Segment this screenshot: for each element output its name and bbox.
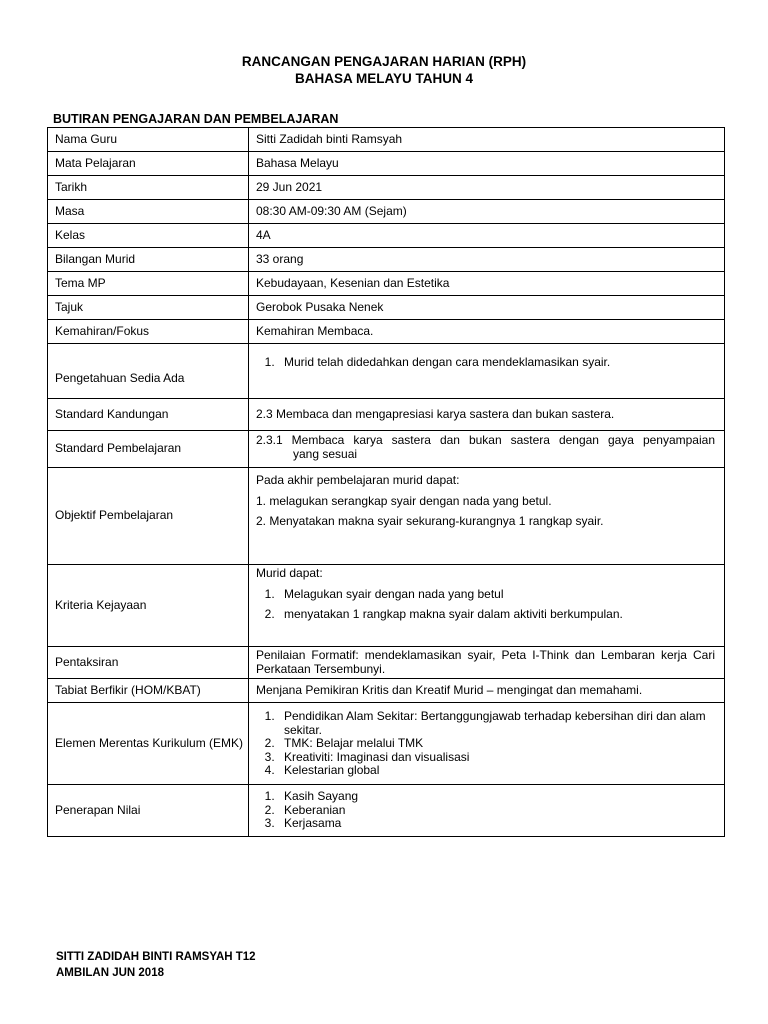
row-value: Gerobok Pusaka Nenek [249,296,725,320]
row-label: Standard Kandungan [48,399,249,431]
criteria-list [256,588,715,622]
table-row-objektif [48,468,725,565]
row-value: Kebudayaan, Kesenian dan Estetika [249,272,725,296]
row-label: Kelas [48,224,249,248]
table-row-kemahiran [48,320,725,344]
list-item: 3. Kreativiti: Imaginasi dan visualisasi [278,751,715,765]
footer-author: SITTI ZADIDAH BINTI RAMSYAH T12 [56,951,256,963]
criteria-intro: Murid dapat: [256,566,323,580]
row-label: Kemahiran/Fokus [48,320,249,344]
prior-knowledge-list [256,356,715,370]
row-label: Masa [48,200,249,224]
objective-item: 2. Menyatakan makna syair sekurang-kurangnya 1 rangkap syair. [256,514,604,528]
row-label: Nama Guru [48,128,249,152]
row-label: Mata Pelajaran [48,152,249,176]
document-title: RANCANGAN PENGAJARAN HARIAN (RPH) [241,54,527,69]
row-label: Objektif Pembelajaran [48,468,249,565]
section-heading: BUTIRAN PENGAJARAN DAN PEMBELAJARAN [53,112,339,126]
footer-intake: AMBILAN JUN 2018 [56,967,164,979]
row-label: Standard Pembelajaran [48,431,249,468]
list-item: 3. Kerjasama [278,817,715,831]
row-value: Sitti Zadidah binti Ramsyah [249,128,725,152]
list-item: 2. menyatakan 1 rangkap makna syair dalam aktiviti berkumpulan. [278,608,715,622]
row-value: Kemahiran Membaca. [249,320,725,344]
objective-item: 1. melagukan serangkap syair dengan nada yang betul. [256,493,552,508]
list-item: 1. Kasih Sayang [278,790,715,804]
row-label: Tarikh [48,176,249,200]
table-row-tarikh [48,176,725,200]
table-row-emk [48,703,725,785]
list-item: 1. Melagukan syair dengan nada yang betul [278,588,715,602]
row-value [249,565,725,647]
table-row-nilai [48,785,725,837]
table-row-kriteria [48,565,725,647]
table-row-mata-pelajaran [48,152,725,176]
table-row-pentaksiran [48,647,725,679]
standard-line: 2.3.1 Membaca karya sastera dan bukan sastera dengan gaya penyampaian [256,433,715,447]
list-item: 2. Keberanian [278,804,715,818]
row-label: Pentaksiran [48,647,249,679]
row-value [249,785,725,837]
row-value: 4A [249,224,725,248]
row-label: Elemen Merentas Kurikulum (EMK) [48,703,249,785]
row-value: 29 Jun 2021 [249,176,725,200]
row-label: Tajuk [48,296,249,320]
document-subtitle: BAHASA MELAYU TAHUN 4 [294,71,473,86]
table-row-nama-guru [48,128,725,152]
standard-line-continued: yang sesuai [293,446,358,461]
table-row-standard-kandungan [48,399,725,431]
row-value [249,344,725,399]
row-label: Kriteria Kejayaan [48,565,249,647]
table-row-tema [48,272,725,296]
list-item: 2. TMK: Belajar melalui TMK [278,737,715,751]
row-value: Penilaian Formatif: mendeklamasikan syair, Peta I-Think dan Lembaran kerja Cari Perkataan Tersembunyi. [249,647,725,679]
row-label: Penerapan Nilai [48,785,249,837]
table-row-standard-pembelajaran [48,431,725,468]
list-item: 1. Pendidikan Alam Sekitar: Bertanggungjawab terhadap kebersihan diri dan alam sekitar. [278,710,715,737]
table-row-kelas [48,224,725,248]
row-value: 08:30 AM-09:30 AM (Sejam) [249,200,725,224]
row-value [249,468,725,565]
table-row-bilangan-murid [48,248,725,272]
table-row-masa [48,200,725,224]
row-value: 2.3 Membaca dan mengapresiasi karya sastera dan bukan sastera. [249,399,725,431]
table-row-pengetahuan [48,344,725,399]
row-label: Tabiat Berfikir (HOM/KBAT) [48,679,249,703]
row-value [249,703,725,785]
row-value: 33 orang [249,248,725,272]
lesson-details-table [47,127,725,837]
row-value [249,431,725,468]
row-label: Bilangan Murid [48,248,249,272]
list-item: 1. Murid telah didedahkan dengan cara mendeklamasikan syair. [278,356,715,370]
objective-intro: Pada akhir pembelajaran murid dapat: [256,473,460,487]
row-value: Bahasa Melayu [249,152,725,176]
table-row-tajuk [48,296,725,320]
list-item: 4. Kelestarian global [278,764,715,778]
values-list [256,790,715,831]
table-row-tabiat [48,679,725,703]
emk-list [256,710,715,778]
row-label: Pengetahuan Sedia Ada [48,344,249,399]
row-label: Tema MP [48,272,249,296]
row-value: Menjana Pemikiran Kritis dan Kreatif Murid – mengingat dan memahami. [249,679,725,703]
